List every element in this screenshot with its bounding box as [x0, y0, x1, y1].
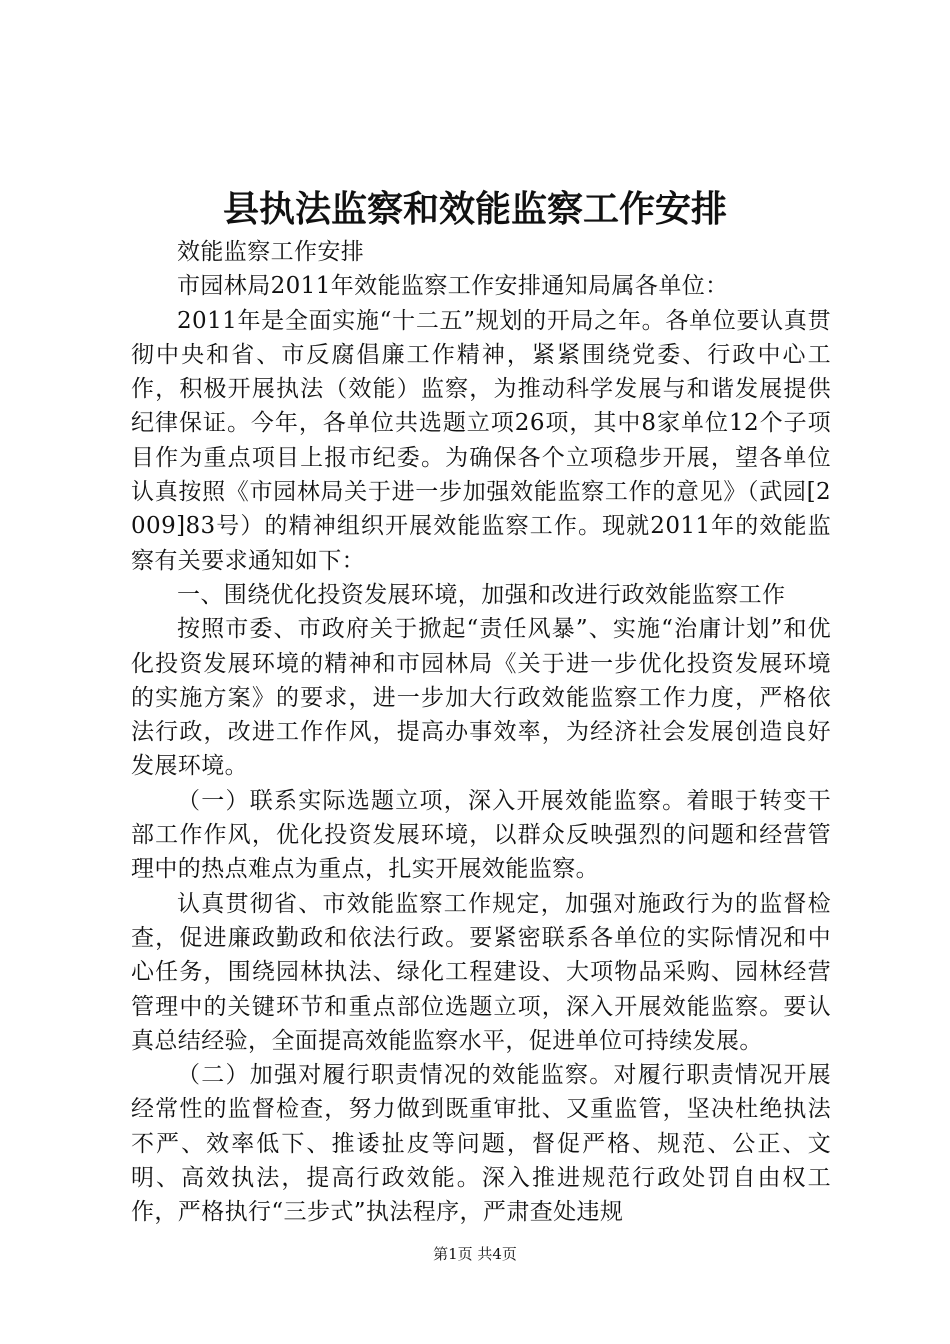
paragraph-subsection-1: （一）联系实际选题立项，深入开展效能监察。着眼于转变干部工作作风，优化投资发展环境，以群众反映强烈的问题和经营管理中的热点难点为重点，扎实开展效能监察。: [131, 787, 831, 883]
paragraph-intro: 2011年是全面实施“十二五”规划的开局之年。各单位要认真贯彻中央和省、市反腐倡廉工作精神，紧紧围绕党委、行政中心工作，积极开展执法（效能）监察，为推动科学发展与和谐发展提供纪律保证。今年，各单位共选题立项26项，其中8家单位12个子项目作为重点项目上报市纪委。为确保各个立项稳步开展，望各单位认真按照《市园林局关于进一步加强效能监察工作的意见》（武园[2009]83号）的精神组织开展效能监察工作。现就2011年的效能监察有关要求通知如下：: [131, 307, 831, 574]
paragraph-section-1: 按照市委、市政府关于掀起“责任风暴”、实施“治庸计划”和优化投资发展环境的精神和市园林局《关于进一步优化投资发展环境的实施方案》的要求，进一步加大行政效能监察工作力度，严格依法行政，改进工作作风，提高办事效率，为经济社会发展创造良好发展环境。: [131, 616, 831, 780]
paragraph-subsection-1-detail: 认真贯彻省、市效能监察工作规定，加强对施政行为的监督检查，促进廉政勤政和依法行政。要紧密联系各单位的实际情况和中心任务，围绕园林执法、绿化工程建设、大项物品采购、园林经营管理中的关键环节和重点部位选题立项，深入开展效能监察。要认真总结经验，全面提高效能监察水平，促进单位可持续发展。: [131, 890, 831, 1054]
paragraph-subtitle: 效能监察工作安排: [177, 239, 365, 265]
document-title: 县执法监察和效能监察工作安排: [222, 188, 727, 230]
paragraph-subsection-2: （二）加强对履行职责情况的效能监察。对履行职责情况开展经常性的监督检查，努力做到既重审批、又重监管，坚决杜绝执法不严、效率低下、推诿扯皮等问题，督促严格、规范、公正、文明、高效执法，提高行政效能。深入推进规范行政处罚自由权工作，严格执行“三步式”执法程序，严肃查处违规: [131, 1062, 831, 1226]
paragraph-notice-heading: 市园林局2011年效能监察工作安排通知局属各单位：: [177, 273, 729, 300]
document-body: [131, 235, 831, 1230]
section-heading-1: 一、围绕优化投资发展环境，加强和改进行政效能监察工作: [177, 581, 786, 608]
page-number-footer: 第1页 共4页: [433, 1245, 517, 1263]
